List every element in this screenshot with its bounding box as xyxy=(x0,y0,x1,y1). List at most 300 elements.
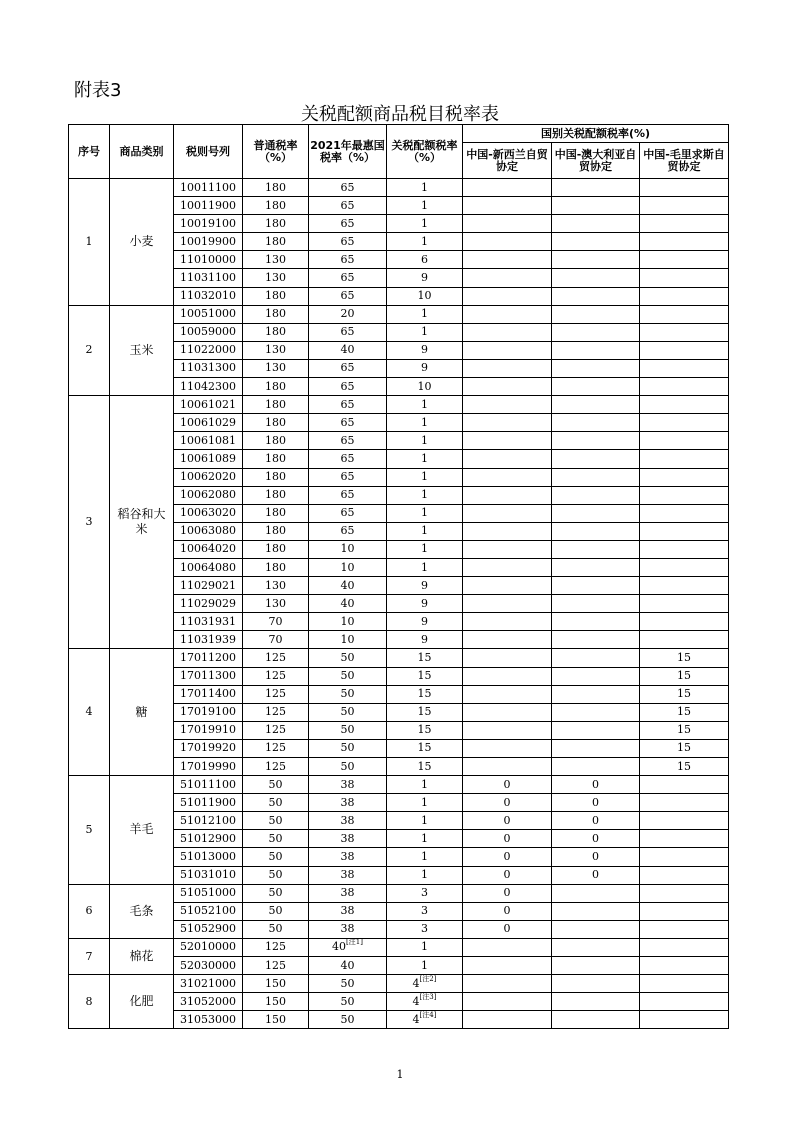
cell-fta-au: 0 xyxy=(552,830,640,848)
cell-code: 11031100 xyxy=(174,269,243,287)
cell-fta-mu xyxy=(640,794,729,812)
cell-code: 11029021 xyxy=(174,577,243,595)
cell-mfn-rate: 10 xyxy=(309,613,387,631)
cell-fta-au xyxy=(552,450,640,468)
cell-code: 11029029 xyxy=(174,595,243,613)
cell-fta-nz xyxy=(463,522,552,540)
row-category: 化肥 xyxy=(110,975,174,1029)
header-fta-au: 中国-澳大利亚自贸协定 xyxy=(552,143,640,179)
cell-code: 10019900 xyxy=(174,233,243,251)
cell-fta-au xyxy=(552,1011,640,1029)
cell-quota-rate: 1 xyxy=(387,396,463,414)
cell-fta-au: 0 xyxy=(552,848,640,866)
cell-general-rate: 50 xyxy=(243,776,309,794)
cell-general-rate: 125 xyxy=(243,739,309,757)
cell-general-rate: 50 xyxy=(243,830,309,848)
cell-code: 10059000 xyxy=(174,323,243,341)
cell-mfn-rate: 65 xyxy=(309,359,387,377)
cell-fta-nz: 0 xyxy=(463,776,552,794)
cell-fta-nz xyxy=(463,396,552,414)
cell-mfn-rate: 38 xyxy=(309,866,387,884)
cell-quota-rate-value: 4 xyxy=(412,1012,420,1026)
header-general-rate: 普通税率（%） xyxy=(243,125,309,179)
cell-quota-rate: 1 xyxy=(387,938,463,956)
cell-mfn-rate: 50 xyxy=(309,685,387,703)
cell-fta-mu: 15 xyxy=(640,667,729,685)
cell-fta-au xyxy=(552,341,640,359)
cell-quota-rate: 15 xyxy=(387,721,463,739)
cell-code: 51052100 xyxy=(174,902,243,920)
cell-code: 17019100 xyxy=(174,703,243,721)
cell-quota-rate: 1 xyxy=(387,323,463,341)
cell-quota-rate: 1 xyxy=(387,830,463,848)
cell-quota-rate: 6 xyxy=(387,251,463,269)
cell-fta-au xyxy=(552,323,640,341)
cell-mfn-rate: 50 xyxy=(309,758,387,776)
cell-fta-au xyxy=(552,558,640,576)
cell-fta-nz xyxy=(463,287,552,305)
row-seq: 5 xyxy=(69,776,110,885)
cell-code: 31053000 xyxy=(174,1011,243,1029)
cell-fta-au xyxy=(552,540,640,558)
cell-fta-au xyxy=(552,233,640,251)
cell-general-rate: 180 xyxy=(243,504,309,522)
cell-fta-nz xyxy=(463,613,552,631)
cell-fta-nz xyxy=(463,215,552,233)
cell-fta-mu xyxy=(640,468,729,486)
cell-fta-mu xyxy=(640,938,729,956)
cell-quota-rate: 9 xyxy=(387,359,463,377)
cell-fta-au xyxy=(552,522,640,540)
cell-general-rate: 125 xyxy=(243,649,309,667)
cell-code: 51052900 xyxy=(174,920,243,938)
cell-mfn-rate: 50 xyxy=(309,993,387,1011)
cell-code: 10011900 xyxy=(174,197,243,215)
cell-mfn-rate: 50 xyxy=(309,721,387,739)
cell-mfn-rate-value: 40 xyxy=(332,940,347,954)
cell-quota-rate: 15 xyxy=(387,667,463,685)
cell-mfn-rate: 40 xyxy=(309,957,387,975)
table-row xyxy=(69,884,729,902)
cell-general-rate: 180 xyxy=(243,468,309,486)
cell-quota-rate: 9 xyxy=(387,341,463,359)
cell-fta-au xyxy=(552,721,640,739)
cell-fta-nz xyxy=(463,938,552,956)
cell-quota-rate: 1 xyxy=(387,794,463,812)
cell-fta-nz xyxy=(463,251,552,269)
page-number: 1 xyxy=(396,1068,404,1081)
cell-fta-mu: 15 xyxy=(640,649,729,667)
cell-fta-nz xyxy=(463,577,552,595)
cell-fta-mu xyxy=(640,522,729,540)
cell-fta-au: 0 xyxy=(552,776,640,794)
row-seq: 6 xyxy=(69,884,110,938)
cell-general-rate: 125 xyxy=(243,703,309,721)
cell-fta-mu xyxy=(640,884,729,902)
cell-fta-au xyxy=(552,414,640,432)
cell-quota-rate: 1 xyxy=(387,957,463,975)
cell-quota-rate: 1 xyxy=(387,414,463,432)
cell-fta-mu xyxy=(640,631,729,649)
cell-code: 10064080 xyxy=(174,558,243,576)
cell-code: 10063020 xyxy=(174,504,243,522)
cell-mfn-rate: 38 xyxy=(309,848,387,866)
table-row xyxy=(69,179,729,197)
cell-fta-nz xyxy=(463,595,552,613)
cell-quota-rate xyxy=(387,1011,463,1029)
cell-quota-rate: 1 xyxy=(387,558,463,576)
cell-fta-au xyxy=(552,197,640,215)
cell-fta-nz: 0 xyxy=(463,812,552,830)
cell-code: 11010000 xyxy=(174,251,243,269)
cell-code: 11031300 xyxy=(174,359,243,377)
cell-code: 51051000 xyxy=(174,884,243,902)
cell-mfn-rate: 50 xyxy=(309,649,387,667)
row-seq: 1 xyxy=(69,179,110,306)
cell-fta-au xyxy=(552,432,640,450)
tariff-quota-table xyxy=(68,124,729,1029)
cell-fta-mu xyxy=(640,957,729,975)
cell-mfn-rate: 65 xyxy=(309,215,387,233)
cell-general-rate: 130 xyxy=(243,359,309,377)
cell-fta-mu xyxy=(640,812,729,830)
cell-code: 10061021 xyxy=(174,396,243,414)
cell-fta-nz xyxy=(463,414,552,432)
cell-fta-au xyxy=(552,957,640,975)
cell-mfn-rate: 38 xyxy=(309,920,387,938)
cell-code: 10011100 xyxy=(174,179,243,197)
cell-mfn-rate: 40 xyxy=(309,577,387,595)
footnote-marker: [注3] xyxy=(419,992,437,1001)
cell-quota-rate: 1 xyxy=(387,468,463,486)
cell-fta-mu xyxy=(640,323,729,341)
cell-general-rate: 70 xyxy=(243,631,309,649)
cell-fta-nz xyxy=(463,269,552,287)
cell-quota-rate: 1 xyxy=(387,540,463,558)
cell-quota-rate-value: 4 xyxy=(412,976,420,990)
cell-code: 10063080 xyxy=(174,522,243,540)
row-category: 糖 xyxy=(110,649,174,776)
cell-fta-mu xyxy=(640,215,729,233)
cell-fta-au xyxy=(552,739,640,757)
cell-fta-mu xyxy=(640,378,729,396)
cell-code: 31021000 xyxy=(174,975,243,993)
cell-general-rate: 180 xyxy=(243,215,309,233)
cell-code: 11031931 xyxy=(174,613,243,631)
cell-quota-rate: 15 xyxy=(387,703,463,721)
cell-quota-rate: 10 xyxy=(387,378,463,396)
cell-fta-nz xyxy=(463,378,552,396)
cell-fta-nz: 0 xyxy=(463,830,552,848)
cell-mfn-rate: 10 xyxy=(309,540,387,558)
cell-fta-mu xyxy=(640,613,729,631)
cell-fta-nz xyxy=(463,649,552,667)
cell-fta-au xyxy=(552,685,640,703)
cell-fta-mu xyxy=(640,251,729,269)
cell-mfn-rate: 38 xyxy=(309,830,387,848)
cell-mfn-rate: 38 xyxy=(309,776,387,794)
cell-general-rate: 50 xyxy=(243,812,309,830)
cell-fta-nz xyxy=(463,341,552,359)
cell-fta-au xyxy=(552,667,640,685)
cell-quota-rate: 1 xyxy=(387,522,463,540)
cell-fta-au xyxy=(552,902,640,920)
cell-code: 11042300 xyxy=(174,378,243,396)
cell-mfn-rate: 65 xyxy=(309,486,387,504)
cell-fta-nz xyxy=(463,359,552,377)
cell-fta-au xyxy=(552,993,640,1011)
header-fta-nz: 中国-新西兰自贸协定 xyxy=(463,143,552,179)
cell-fta-mu xyxy=(640,848,729,866)
cell-fta-au: 0 xyxy=(552,812,640,830)
cell-mfn-rate: 65 xyxy=(309,287,387,305)
row-seq: 7 xyxy=(69,938,110,974)
cell-mfn-rate: 38 xyxy=(309,884,387,902)
cell-general-rate: 180 xyxy=(243,540,309,558)
cell-fta-au xyxy=(552,613,640,631)
cell-general-rate: 180 xyxy=(243,486,309,504)
cell-mfn-rate: 65 xyxy=(309,197,387,215)
cell-general-rate: 125 xyxy=(243,758,309,776)
cell-fta-nz xyxy=(463,993,552,1011)
row-seq: 4 xyxy=(69,649,110,776)
cell-general-rate: 125 xyxy=(243,667,309,685)
cell-general-rate: 150 xyxy=(243,1011,309,1029)
cell-code: 51011900 xyxy=(174,794,243,812)
cell-mfn-rate: 40 xyxy=(309,595,387,613)
cell-code: 10019100 xyxy=(174,215,243,233)
row-seq: 8 xyxy=(69,975,110,1029)
cell-fta-au xyxy=(552,269,640,287)
cell-code: 17011300 xyxy=(174,667,243,685)
cell-fta-nz xyxy=(463,540,552,558)
header-fta-group: 国别关税配额税率(%) xyxy=(463,125,729,143)
cell-general-rate: 50 xyxy=(243,884,309,902)
cell-fta-nz: 0 xyxy=(463,848,552,866)
row-category: 毛条 xyxy=(110,884,174,938)
cell-general-rate: 180 xyxy=(243,287,309,305)
cell-quota-rate: 3 xyxy=(387,884,463,902)
cell-fta-mu xyxy=(640,396,729,414)
cell-code: 10061029 xyxy=(174,414,243,432)
cell-fta-mu xyxy=(640,486,729,504)
table-row xyxy=(69,649,729,667)
cell-fta-mu xyxy=(640,197,729,215)
cell-general-rate: 180 xyxy=(243,323,309,341)
cell-quota-rate: 1 xyxy=(387,432,463,450)
cell-fta-mu: 15 xyxy=(640,685,729,703)
cell-fta-mu: 15 xyxy=(640,739,729,757)
cell-fta-au xyxy=(552,884,640,902)
cell-code: 51031010 xyxy=(174,866,243,884)
cell-fta-mu: 15 xyxy=(640,758,729,776)
cell-quota-rate: 1 xyxy=(387,866,463,884)
cell-general-rate: 70 xyxy=(243,613,309,631)
cell-fta-mu xyxy=(640,975,729,993)
header-code: 税则号列 xyxy=(174,125,243,179)
cell-code: 10061081 xyxy=(174,432,243,450)
footnote-marker: [注1] xyxy=(346,938,363,947)
cell-general-rate: 180 xyxy=(243,378,309,396)
cell-quota-rate: 9 xyxy=(387,595,463,613)
cell-fta-nz xyxy=(463,197,552,215)
cell-general-rate: 180 xyxy=(243,233,309,251)
cell-fta-mu xyxy=(640,233,729,251)
cell-quota-rate: 1 xyxy=(387,776,463,794)
cell-fta-nz xyxy=(463,468,552,486)
cell-code: 52010000 xyxy=(174,938,243,956)
cell-general-rate: 130 xyxy=(243,269,309,287)
cell-fta-mu xyxy=(640,920,729,938)
row-category: 棉花 xyxy=(110,938,174,974)
cell-code: 51013000 xyxy=(174,848,243,866)
cell-quota-rate: 3 xyxy=(387,902,463,920)
cell-fta-nz xyxy=(463,721,552,739)
cell-fta-nz xyxy=(463,558,552,576)
cell-fta-nz xyxy=(463,739,552,757)
cell-fta-mu xyxy=(640,179,729,197)
cell-fta-nz xyxy=(463,432,552,450)
cell-quota-rate xyxy=(387,975,463,993)
cell-mfn-rate: 65 xyxy=(309,522,387,540)
cell-general-rate: 50 xyxy=(243,920,309,938)
cell-fta-mu xyxy=(640,776,729,794)
cell-fta-au xyxy=(552,179,640,197)
cell-quota-rate: 15 xyxy=(387,758,463,776)
cell-general-rate: 150 xyxy=(243,975,309,993)
attachment-label: 附表3 xyxy=(74,80,122,101)
cell-quota-rate: 1 xyxy=(387,450,463,468)
cell-quota-rate: 9 xyxy=(387,269,463,287)
table-body xyxy=(69,179,729,1029)
cell-fta-nz xyxy=(463,758,552,776)
cell-mfn-rate: 65 xyxy=(309,179,387,197)
cell-fta-mu xyxy=(640,577,729,595)
cell-general-rate: 130 xyxy=(243,595,309,613)
cell-code: 51012900 xyxy=(174,830,243,848)
header-quota-rate: 关税配额税率（%） xyxy=(387,125,463,179)
cell-fta-nz xyxy=(463,179,552,197)
cell-general-rate: 180 xyxy=(243,522,309,540)
cell-general-rate: 180 xyxy=(243,396,309,414)
table-row xyxy=(69,975,729,993)
cell-fta-nz xyxy=(463,504,552,522)
cell-fta-nz: 0 xyxy=(463,884,552,902)
cell-fta-mu xyxy=(640,595,729,613)
cell-mfn-rate: 38 xyxy=(309,902,387,920)
cell-general-rate: 50 xyxy=(243,902,309,920)
cell-fta-mu: 15 xyxy=(640,703,729,721)
cell-quota-rate: 9 xyxy=(387,613,463,631)
cell-code: 17011400 xyxy=(174,685,243,703)
document-title: 关税配额商品税目税率表 xyxy=(301,104,499,125)
cell-code: 17011200 xyxy=(174,649,243,667)
cell-quota-rate: 1 xyxy=(387,233,463,251)
cell-general-rate: 50 xyxy=(243,848,309,866)
cell-mfn-rate: 65 xyxy=(309,233,387,251)
cell-general-rate: 180 xyxy=(243,450,309,468)
cell-fta-mu xyxy=(640,1011,729,1029)
cell-code: 10064020 xyxy=(174,540,243,558)
cell-general-rate: 180 xyxy=(243,432,309,450)
cell-fta-au xyxy=(552,577,640,595)
cell-fta-au xyxy=(552,468,640,486)
cell-fta-mu xyxy=(640,540,729,558)
cell-code: 17019990 xyxy=(174,758,243,776)
cell-quota-rate: 1 xyxy=(387,812,463,830)
cell-mfn-rate: 65 xyxy=(309,504,387,522)
cell-fta-mu xyxy=(640,830,729,848)
cell-fta-au xyxy=(552,649,640,667)
cell-fta-nz xyxy=(463,323,552,341)
cell-mfn-rate: 65 xyxy=(309,251,387,269)
cell-mfn-rate: 38 xyxy=(309,812,387,830)
cell-general-rate: 50 xyxy=(243,866,309,884)
cell-fta-au xyxy=(552,758,640,776)
cell-fta-nz: 0 xyxy=(463,902,552,920)
cell-code: 10062020 xyxy=(174,468,243,486)
cell-fta-nz xyxy=(463,957,552,975)
cell-quota-rate xyxy=(387,993,463,1011)
cell-quota-rate: 1 xyxy=(387,215,463,233)
cell-code: 10051000 xyxy=(174,305,243,323)
cell-fta-au xyxy=(552,938,640,956)
cell-general-rate: 180 xyxy=(243,197,309,215)
cell-mfn-rate: 38 xyxy=(309,794,387,812)
cell-fta-au xyxy=(552,396,640,414)
row-seq: 3 xyxy=(69,396,110,649)
cell-fta-au xyxy=(552,504,640,522)
cell-mfn-rate: 40 xyxy=(309,341,387,359)
row-category: 玉米 xyxy=(110,305,174,395)
cell-fta-mu xyxy=(640,432,729,450)
cell-fta-nz xyxy=(463,631,552,649)
cell-code: 10062080 xyxy=(174,486,243,504)
cell-general-rate: 125 xyxy=(243,938,309,956)
cell-fta-mu xyxy=(640,359,729,377)
cell-mfn-rate: 65 xyxy=(309,378,387,396)
cell-fta-mu xyxy=(640,269,729,287)
cell-fta-au xyxy=(552,215,640,233)
cell-mfn-rate: 20 xyxy=(309,305,387,323)
cell-fta-au: 0 xyxy=(552,866,640,884)
cell-quota-rate: 15 xyxy=(387,649,463,667)
cell-mfn-rate: 65 xyxy=(309,414,387,432)
cell-fta-nz xyxy=(463,667,552,685)
cell-quota-rate: 10 xyxy=(387,287,463,305)
cell-code: 31052000 xyxy=(174,993,243,1011)
cell-general-rate: 130 xyxy=(243,251,309,269)
table-row xyxy=(69,396,729,414)
cell-quota-rate: 15 xyxy=(387,685,463,703)
cell-mfn-rate: 65 xyxy=(309,468,387,486)
cell-general-rate: 180 xyxy=(243,558,309,576)
cell-fta-au xyxy=(552,920,640,938)
cell-fta-mu xyxy=(640,414,729,432)
cell-fta-nz xyxy=(463,233,552,251)
cell-fta-au xyxy=(552,305,640,323)
row-category: 羊毛 xyxy=(110,776,174,885)
cell-quota-rate: 9 xyxy=(387,631,463,649)
cell-general-rate: 130 xyxy=(243,341,309,359)
cell-fta-nz xyxy=(463,685,552,703)
cell-fta-nz: 0 xyxy=(463,920,552,938)
cell-fta-mu xyxy=(640,305,729,323)
cell-mfn-rate: 50 xyxy=(309,975,387,993)
cell-code: 17019920 xyxy=(174,739,243,757)
cell-fta-mu xyxy=(640,866,729,884)
cell-code: 51012100 xyxy=(174,812,243,830)
